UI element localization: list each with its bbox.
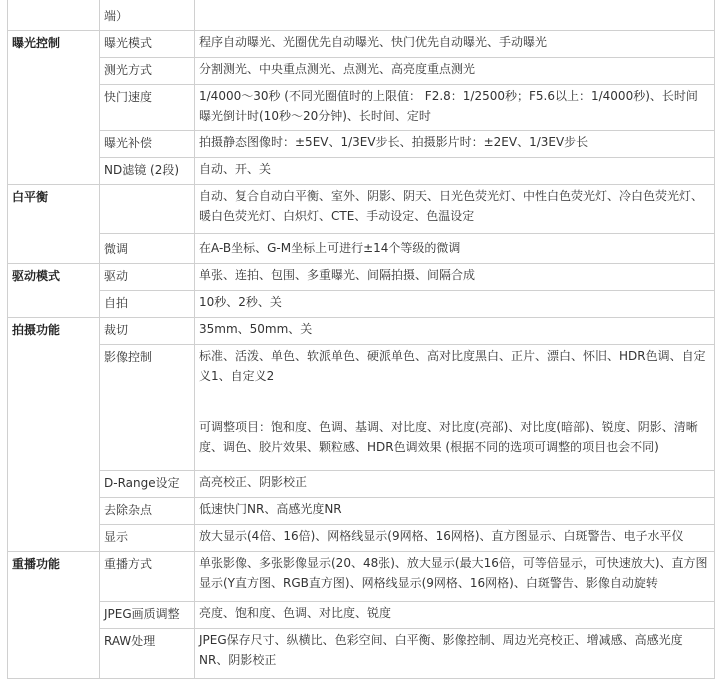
value-text: 标准、活泼、单色、软派单色、硬派单色、高对比度黑白、正片、漂白、怀旧、HDR色调、自定义1、自定义2 <box>199 349 706 383</box>
category-cell <box>8 0 100 31</box>
item-cell: 曝光补偿 <box>100 131 195 158</box>
item-cell: 自拍 <box>100 291 195 318</box>
table-row <box>8 185 715 234</box>
item-cell <box>100 185 195 234</box>
category-drive-mode: 驱动模式 <box>8 264 100 318</box>
value-cell: 10秒、2秒、关 <box>195 291 715 318</box>
table-row <box>8 525 715 552</box>
table-row <box>8 552 715 602</box>
table-row <box>8 85 715 131</box>
item-cell: 曝光模式 <box>100 31 195 58</box>
category-playback: 重播功能 <box>8 552 100 679</box>
value-cell: 在A-B坐标、G-M坐标上可进行±14个等级的微调 <box>195 234 715 264</box>
value-text-adjustable: 可调整项目：饱和度、色调、基调、对比度、对比度(亮部)、对比度(暗部)、锐度、阴影、清晰度、调色、胶片效果、颗粒感、HDR色调效果 (根据不同的选项可调整的项目也会不同) <box>199 420 698 454</box>
category-white-balance: 白平衡 <box>8 185 100 264</box>
value-cell <box>195 345 715 471</box>
item-cell: RAW处理 <box>100 629 195 679</box>
table-row <box>8 0 715 31</box>
table-row <box>8 234 715 264</box>
item-cell: 重播方式 <box>100 552 195 602</box>
table-row <box>8 291 715 318</box>
value-cell: 亮度、饱和度、色调、对比度、锐度 <box>195 602 715 629</box>
item-cell: JPEG画质调整 <box>100 602 195 629</box>
table-row <box>8 629 715 679</box>
item-cell: 微调 <box>100 234 195 264</box>
value-cell: 拍摄静态图像时：±5EV、1/3EV步长、拍摄影片时：±2EV、1/3EV步长 <box>195 131 715 158</box>
value-cell: 放大显示(4倍、16倍)、网格线显示(9网格、16网格)、直方图显示、白斑警告、电子水平仪 <box>195 525 715 552</box>
table-row <box>8 345 715 471</box>
table-row <box>8 264 715 291</box>
table-row <box>8 498 715 525</box>
item-cell: 快门速度 <box>100 85 195 131</box>
value-cell: 单张影像、多张影像显示(20、48张)、放大显示(最大16倍，可等倍显示，可快速放大)、直方图显示(Y直方图、RGB直方图)、网格线显示(9网格、16网格)、白斑警告、影像自动旋转 <box>195 552 715 602</box>
value-cell: 高亮校正、阴影校正 <box>195 471 715 498</box>
value-cell: 单张、连拍、包围、多重曝光、间隔拍摄、间隔合成 <box>195 264 715 291</box>
category-exposure: 曝光控制 <box>8 31 100 185</box>
value-cell: 分割测光、中央重点测光、点测光、高亮度重点测光 <box>195 58 715 85</box>
item-cell: 裁切 <box>100 318 195 345</box>
item-cell: 端） <box>100 0 195 31</box>
value-cell: 自动、复合自动白平衡、室外、阴影、阴天、日光色荧光灯、中性白色荧光灯、冷白色荧光灯、暖白色荧光灯、白炽灯、CTE、手动设定、色温设定 <box>195 185 715 234</box>
table-row <box>8 602 715 629</box>
table-row <box>8 58 715 85</box>
item-cell: ND滤镜 (2段) <box>100 158 195 185</box>
value-cell: 低速快门NR、高感光度NR <box>195 498 715 525</box>
item-cell: 显示 <box>100 525 195 552</box>
value-cell: 35mm、50mm、关 <box>195 318 715 345</box>
table-row <box>8 471 715 498</box>
category-shooting: 拍摄功能 <box>8 318 100 552</box>
value-cell: 程序自动曝光、光圈优先自动曝光、快门优先自动曝光、手动曝光 <box>195 31 715 58</box>
value-cell: JPEG保存尺寸、纵横比、色彩空间、白平衡、影像控制、周边光亮校正、增减感、高感光度NR、阴影校正 <box>195 629 715 679</box>
table-row <box>8 318 715 345</box>
table-row <box>8 158 715 185</box>
item-cell: D-Range设定 <box>100 471 195 498</box>
value-cell: 自动、开、关 <box>195 158 715 185</box>
table-row <box>8 31 715 58</box>
item-cell: 去除杂点 <box>100 498 195 525</box>
item-cell: 驱动 <box>100 264 195 291</box>
item-cell: 测光方式 <box>100 58 195 85</box>
item-cell: 影像控制 <box>100 345 195 471</box>
spec-table <box>7 0 715 679</box>
value-cell: 1/4000～30秒 (不同光圈值时的上限值： F2.8：1/2500秒；F5.6以上：1/4000秒)、长时间曝光倒计时(10秒～20分钟)、长时间、定时 <box>195 85 715 131</box>
value-cell <box>195 0 715 31</box>
table-row <box>8 131 715 158</box>
